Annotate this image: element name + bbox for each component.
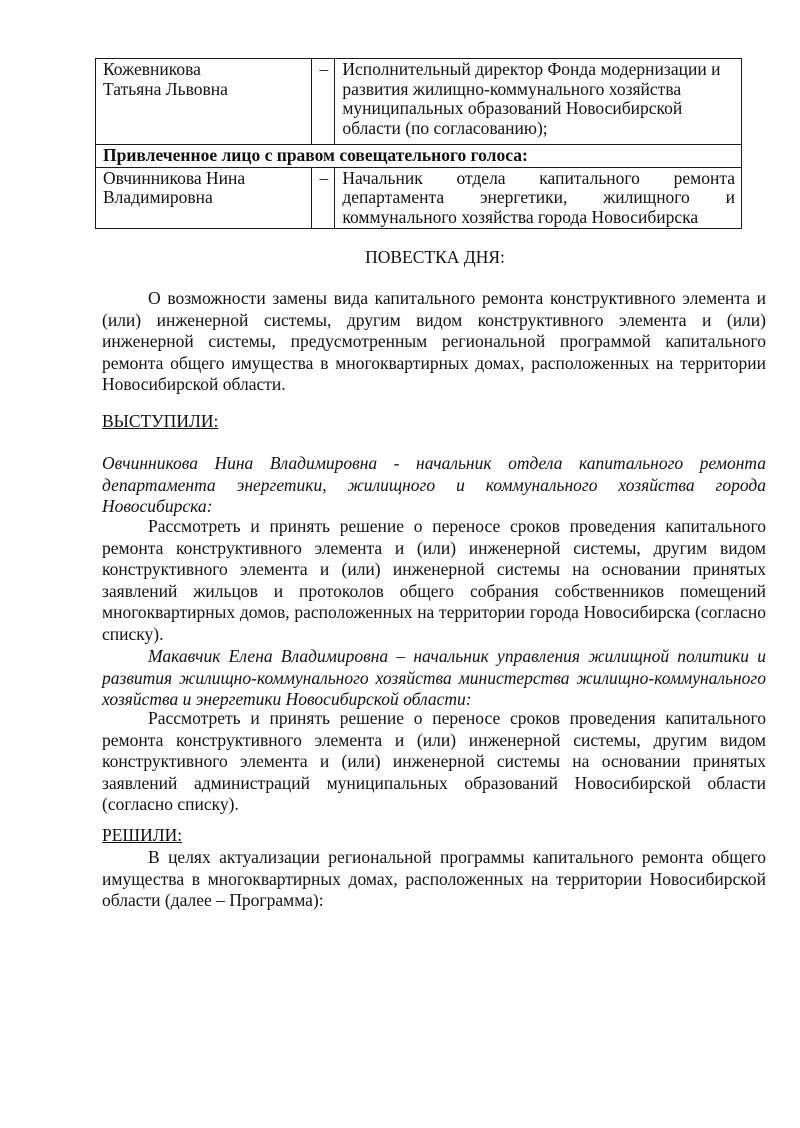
member-name-line: Кожевникова — [103, 59, 201, 79]
decided-section-title — [102, 825, 766, 847]
table-row — [96, 59, 742, 145]
member-name-line: Овчинникова Нина — [103, 167, 246, 188]
section-header: Привлеченное лицо с правом совещательного голоса: — [96, 145, 742, 168]
speaker-2-heading: Макавчик Елена Владимировна – начальник управления жилищной политики и развития жилищно-коммунального хозяйства министерства жилищно-коммунального хозяйства и энергетики Новосибирской области: — [102, 646, 766, 710]
member-name — [96, 167, 312, 229]
member-name-line: Владимировна — [103, 187, 213, 207]
dash-separator: – — [312, 59, 335, 145]
decided-title-text: РЕШИЛИ: — [102, 825, 183, 845]
decided-text: В целях актуализации региональной программы капитального ремонта общего имущества в многоквартирных домах, расположенных на территории Новосибирской области (далее – Программа): — [102, 847, 766, 911]
speaker-1-heading: Овчинникова Нина Владимировна - начальник отдела капитального ремонта департамента энергетики, жилищного и коммунального хозяйства города Новосибирска: — [102, 453, 766, 517]
member-name — [96, 59, 312, 145]
table-section-header-row — [96, 145, 742, 168]
member-name-line: Татьяна Львовна — [103, 78, 228, 99]
spoke-title-text: ВЫСТУПИЛИ: — [102, 411, 219, 431]
member-role: Начальник отдела капитального ремонта департамента энергетики, жилищного и коммунального хозяйства города Новосибирска — [335, 167, 742, 229]
members-table — [95, 58, 742, 229]
agenda-title: ПОВЕСТКА ДНЯ: — [365, 247, 505, 267]
agenda-text: О возможности замены вида капитального ремонта конструктивного элемента и (или) инженерной системы, другим видом конструктивного элемента и (или) инженерной системы, предусмотренным региональной программой капитального ремонта общего имущества в многоквартирных домах, расположенных на территории Новосибирской области. — [102, 288, 766, 395]
speaker-2-text: Рассмотреть и принять решение о переносе сроков проведения капитального ремонта конструктивного элемента и (или) инженерной системы, другим видом конструктивного элемента и (или) инженерной системы на основании принятых заявлений администраций муниципальных образований Новосибирской области (согласно списку). — [102, 708, 766, 815]
dash-separator: – — [312, 167, 335, 229]
speaker-1-text: Рассмотреть и принять решение о переносе сроков проведения капитального ремонта конструктивного элемента и (или) инженерной системы, другим видом конструктивного элемента и (или) инженерной системы на основании принятых заявлений жильцов и протоколов общего собрания собственников помещений многоквартирных домов, расположенных на территории города Новосибирска (согласно списку). — [102, 516, 766, 644]
spoke-section-title — [102, 411, 766, 433]
table-row — [96, 167, 742, 229]
member-role: Исполнительный директор Фонда модернизации и развития жилищно-коммунального хозяйства муниципальных образований Новосибирской области (по согласованию); — [335, 59, 742, 145]
